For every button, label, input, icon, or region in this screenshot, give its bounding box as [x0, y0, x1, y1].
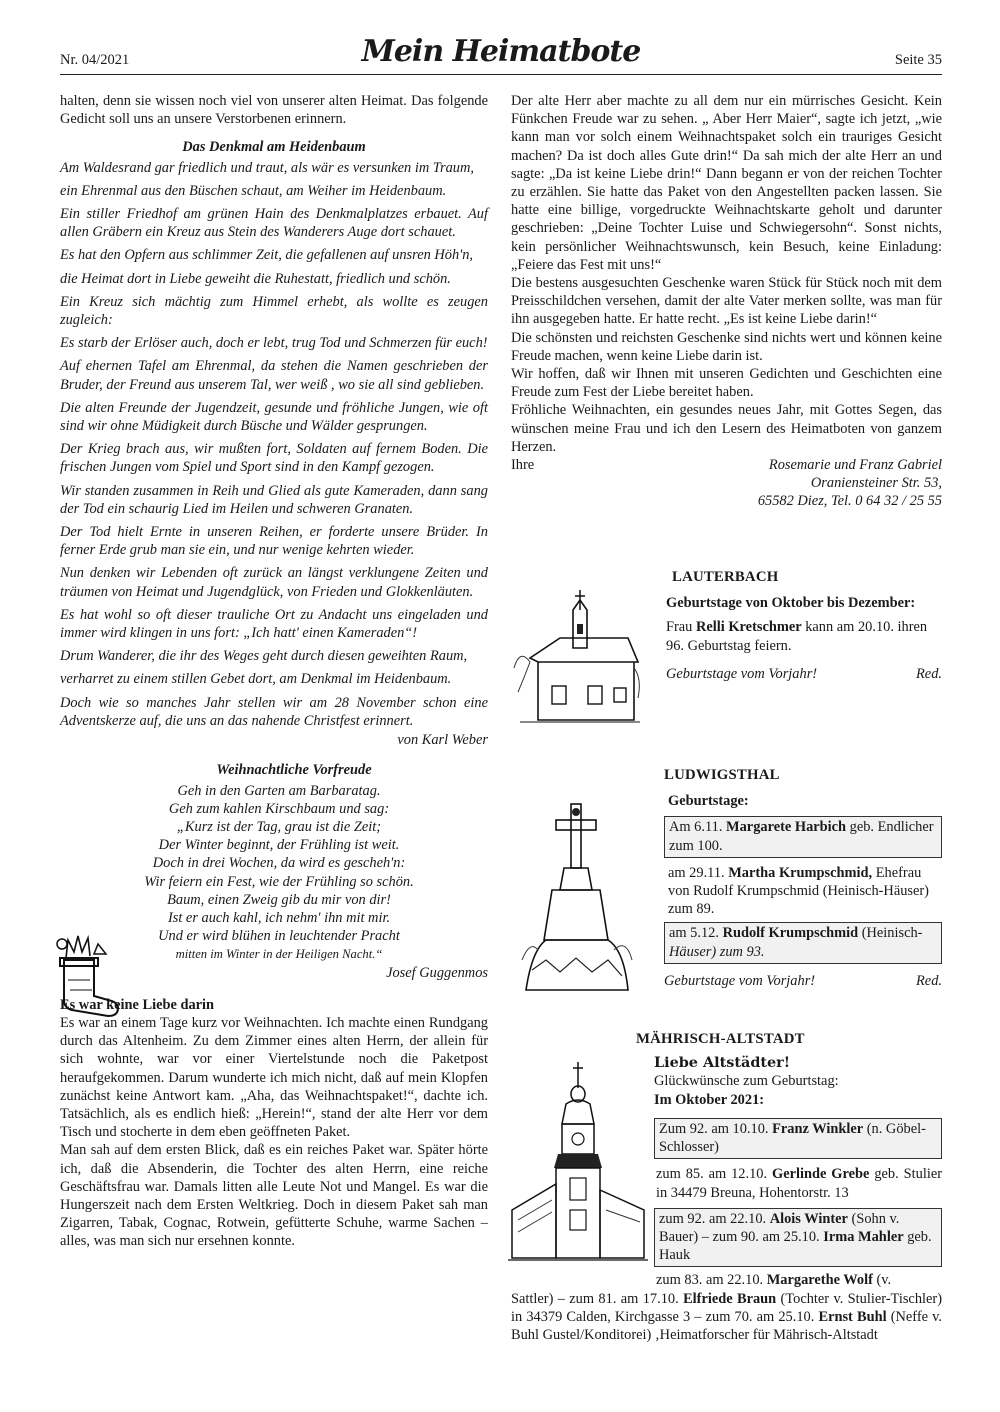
- signature-row: [511, 456, 942, 474]
- poem1-line: die Heimat dort in Liebe geweiht die Ruhestatt, friedlich und schön.: [60, 270, 451, 287]
- poem1-line: Am Waldesrand gar friedlich und traut, als wär es versunken im Traum,: [60, 159, 474, 176]
- maehrisch-intro: [654, 1054, 942, 1109]
- poem2-title: Weihnachtliche Vorfreude: [216, 762, 372, 779]
- poem1-line: Es hat wohl so oft dieser trauliche Ort zu Andacht uns eingeladen und immer wird klingen in uns fort: „Ich hatt' einen Kameraden“!: [60, 606, 488, 642]
- story-paragraph-1: Es war an einem Tage kurz vor Weihnachten. Ich machte einen Rundgang durch das Altenheim. Zu dem Zimmer eines alten Herrn, der allein für sich wohnte, war vor einer Viertelstunde noch die Paketpost heraufgekommen. Darum wunderte ich mich nicht, daß auf mein Klopfen zunächst keine Antwort kam. „Aha, das Weihnachtspaket!“, dachte ich. Tatsächlich, als es endlich hieß: „Herein!“, stand der alte Herr vor dem Tisch und stocherte in dem eben geöffneten Paket.: [60, 1014, 488, 1141]
- poem1-line: Nun denken wir Lebenden oft zurück an längst verklungene Zeiten und träumen von Heimat und Jugendglück, von Frieden und Glokkenläuten.: [60, 565, 488, 600]
- poem2-line: Geh zum kahlen Kirschbaum und sag:: [168, 800, 390, 817]
- maehrisch-wish: Glückwünsche zum Geburtstag:: [654, 1073, 839, 1090]
- poem1-line: Auf ehernen Tafel am Ehrenmal, da stehen die Namen geschrieben der Bruder, der Freund aus unserem Tal, wer weiß , wo sie all sind geblieben.: [60, 358, 488, 393]
- signature-street: Oraniensteiner Str. 53,: [810, 475, 942, 492]
- poem1-author: von Karl Weber: [397, 732, 488, 749]
- maehrisch-entries-continued: [511, 1290, 942, 1345]
- poem1-body: [60, 159, 488, 730]
- page-header: [60, 34, 942, 75]
- story-paragraph-7: Fröhliche Weihnachten, ein gesundes neues Jahr, mit Gottes Segen, das wünschen meine Frau und ich den Lesern des Heimatboten von ganzem Herzen.: [511, 402, 942, 455]
- maehrisch-entry-3: zum 92. am 22.10. Alois Winter (Sohn v. Bauer) – zum 90. am 25.10. Irma Mahler geb. Hauk: [654, 1208, 942, 1268]
- poem1-line: Ein stiller Friedhof am grünen Hain des Denkmalplatzes erbauet. Auf allen Gräbern ein Kreuz aus Stein des Wanderers Auge dort schauet.: [60, 206, 488, 241]
- poem2-body: [100, 782, 458, 964]
- story-paragraph-4: Die bestens ausgesuchten Geschenke waren Stück für Stück noch mit dem Preisschildchen versehen, damit der alte Vater merken sollte, was man für ihn ausgegeben hatte. Er hatte recht. „Es ist keine Liebe darin!“: [511, 275, 942, 328]
- church-tower-illustration: [508, 1060, 648, 1270]
- poem1-line: Ein Kreuz sich mächtig zum Himmel erhebt, als wollte es zeugen zugleich:: [60, 293, 488, 329]
- ludwigsthal-entry-1: Am 6.11. Margarete Harbich geb. Endlicher zum 100.: [664, 816, 942, 857]
- poem1-line: Drum Wanderer, die ihr des Weges geht durch diesen geweihten Raum,: [60, 648, 468, 665]
- maehrisch-entry-4: zum 83. am 22.10. Margarethe Wolf (v.: [656, 1272, 892, 1289]
- lauterbach-footer: Geburtstage vom Vorjahr! Red.: [666, 665, 942, 682]
- monument-cross-illustration: [516, 800, 636, 995]
- section-maehrisch-altstadt: [636, 1030, 942, 1109]
- poem1-line: ein Ehrenmal aus den Büschen schaut, am Weiher im Heidenbaum.: [60, 182, 447, 199]
- poem1-line: Wir standen zusammen in Reih und Glied als gute Kameraden, dann sang der Tod ein schaurig Lied im Heilen und schweren Granaten.: [60, 482, 488, 517]
- christmas-boot-illustration: [50, 930, 124, 1025]
- right-column: [511, 92, 942, 511]
- poem2-line: „Kurz ist der Tag, grau ist die Zeit;: [176, 818, 382, 835]
- left-column: [60, 92, 488, 1251]
- ludwigsthal-title: LUDWIGSTHAL: [664, 767, 780, 783]
- poem2-line: Der Winter beginnt, der Frühling ist weit.: [158, 837, 400, 854]
- poem2-line: Und er wird blühen in leuchtender Pracht: [158, 928, 400, 945]
- section-lauterbach: [666, 568, 942, 683]
- maehrisch-entry-1: Zum 92. am 10.10. Franz Winkler (n. Göbel-Schlosser): [654, 1118, 942, 1159]
- chapel-illustration: [510, 588, 646, 738]
- lauterbach-subtitle: Geburtstage von Oktober bis Dezember:: [666, 595, 916, 612]
- poem1-line: verharret zu einem stillen Gebet dort, am Denkmal im Heidenbaum.: [60, 671, 452, 688]
- poem1-line: Es hat den Opfern aus schlimmer Zeit, die gefallenen auf unsren Höh'n,: [60, 247, 474, 264]
- story-title: Es war keine Liebe darin: [60, 996, 215, 1013]
- poem2-line: Baum, einen Zweig gib du mir von dir!: [167, 891, 391, 908]
- story-paragraph-2: Man sah auf dem ersten Blick, daß es ein reiches Paket war. Später hörte ich, daß die Absenderin, die Tochter des alten Herrn, eine reiche Geschäftsfrau war. Damals litten alle Leute Not und Mangel. Es war die Hungerszeit nach dem Ersten Weltkrieg. Doch in diesem Paket sah man Zigarren, Tabak, Cognac, Rotwein, gefütterte Schuhe, warme Sachen – alles, was man sich nur ersehnen konnte.: [60, 1142, 488, 1250]
- maehrisch-month: Im Oktober 2021:: [654, 1091, 765, 1108]
- section-ludwigsthal: [664, 766, 942, 990]
- ludwigsthal-entry-3: am 5.12. Rudolf Krumpschmid (Heinisch- Häuser) zum 93.: [664, 922, 942, 963]
- maehrisch-entry-5: Sattler) – zum 81. am 17.10. Elfriede Braun (Tochter v. Stulier-Tischler) in 34379 Calden, Kirchgasse 3 – zum 70. am 25.10. Ernst Buhl (Neffe v. Buhl Gustel/Konditorei) ‚Heimatforscher für Mährisch-Altstadt: [511, 1291, 942, 1344]
- lauterbach-entry-1: Frau Relli Kretschmer kann am 20.10. ihren 96. Geburtstag feiern.: [666, 619, 928, 654]
- lauterbach-title: LAUTERBACH: [672, 569, 779, 585]
- issue-number: Nr. 04/2021: [60, 52, 130, 68]
- page-number: Seite 35: [894, 52, 942, 68]
- poem1-line: Der Tod hielt Ernte in unseren Reihen, er forderte unsere Brüder. In ferner Erde grub man sie ein, und nur wenige kehrten wieder.: [60, 524, 488, 559]
- maehrisch-greeting: Liebe Altstädter!: [654, 1054, 791, 1072]
- story-paragraph-5: Die schönsten und reichsten Geschenke sind nichts wert und können keine Freude machen, wenn keine Liebe darin ist.: [511, 329, 942, 364]
- maehrisch-title: MÄHRISCH-ALTSTADT: [636, 1031, 805, 1047]
- signature-name: Rosemarie und Franz Gabriel: [768, 457, 942, 474]
- poem1-line: Doch wie so manches Jahr stellen wir am 28 November schon eine Adventskerze auf, die uns an das nahende Christfest erinnert.: [60, 694, 488, 729]
- ludwigsthal-subtitle: Geburtstage:: [668, 793, 749, 810]
- intro-text: halten, denn sie wissen noch viel von unserer alten Heimat. Das folgende Gedicht soll uns an unsere Verstorbenen erinnern.: [60, 93, 488, 128]
- poem1-line: Es starb der Erlöser auch, doch er lebt, trug Tod und Schmerzen für euch!: [60, 335, 488, 352]
- masthead-logo: Mein Heimatbote: [361, 34, 641, 69]
- poem2-line: Wir feiern ein Fest, wie der Frühling so schön.: [144, 873, 414, 890]
- poem2-line: Geh in den Garten am Barbaratag.: [177, 782, 381, 799]
- poem2-last-line: mitten im Winter in der Heiligen Nacht.“: [175, 947, 383, 962]
- poem2-line: Ist er auch kahl, ich nehm' ihn mit mir.: [167, 909, 391, 926]
- closing-word: Ihre: [511, 457, 535, 474]
- poem2-line: Doch in drei Wochen, da wird es gescheh'n:: [152, 855, 406, 872]
- story-paragraph-3: Der alte Herr aber machte zu all dem nur ein mürrisches Gesicht. Kein Fünkchen Freude war zu sehen. „ Aber Herr Maier“, sagte ich jetzt, „wie kann man vor solch einem Weihnachtspaket solch ein trauriges Gesicht machen? Da ist doch alles Gute drin!“ Da sah mich der alte Herr an und sagte: „Da ist keine Liebe drin!“ Dann begann er von der reichen Tochter zu erzählen. Sie hatte das Paket von den Angestellten packen lassen. Sie hatte eine billige, vorgedruckte Weihnachtskarte geholt und darunter geschrieben: „Deine Tochter Luise und Schwiegersohn“. Sonst nichts, kein persönlicher Weihnachtswunsch, kein Besuch, keine Einladung: „Feiere das Fest mit uns!“: [511, 93, 942, 273]
- story-paragraph-6: Wir hoffen, daß wir Ihnen mit unseren Gedichten und Geschichten eine Freude zum Fest der Liebe bereitet haben.: [511, 366, 942, 401]
- ludwigsthal-footer: Geburtstage vom Vorjahr! Red.: [664, 972, 942, 989]
- ludwigsthal-entry-2: am 29.11. Martha Krumpschmid, Ehefrau von Rudolf Krumpschmid (Heinisch-Häuser) zum 89.: [668, 864, 929, 918]
- poem2-author: Josef Guggenmos: [386, 964, 488, 981]
- maehrisch-entries: [654, 1116, 942, 1290]
- signature-city: 65582 Diez, Tel. 0 64 32 / 25 55: [757, 493, 942, 510]
- maehrisch-entry-2: zum 85. am 12.10. Gerlinde Grebe geb. Stulier in 34479 Breuna, Hohentorstr. 13: [656, 1166, 942, 1201]
- poem1-line: Der Krieg brach aus, wir mußten fort, Soldaten auf fernem Boden. Die frischen Jungen vom Spiel und Sport sind in den Kampf gezogen.: [60, 441, 488, 476]
- poem1-title: Das Denkmal am Heidenbaum: [182, 139, 366, 156]
- poem1-line: Die alten Freunde der Jugendzeit, gesunde und fröhliche Jungen, wie oft sind wir ohne Müdigkeit durch Büsche und Wälder gesprungen.: [60, 399, 488, 435]
